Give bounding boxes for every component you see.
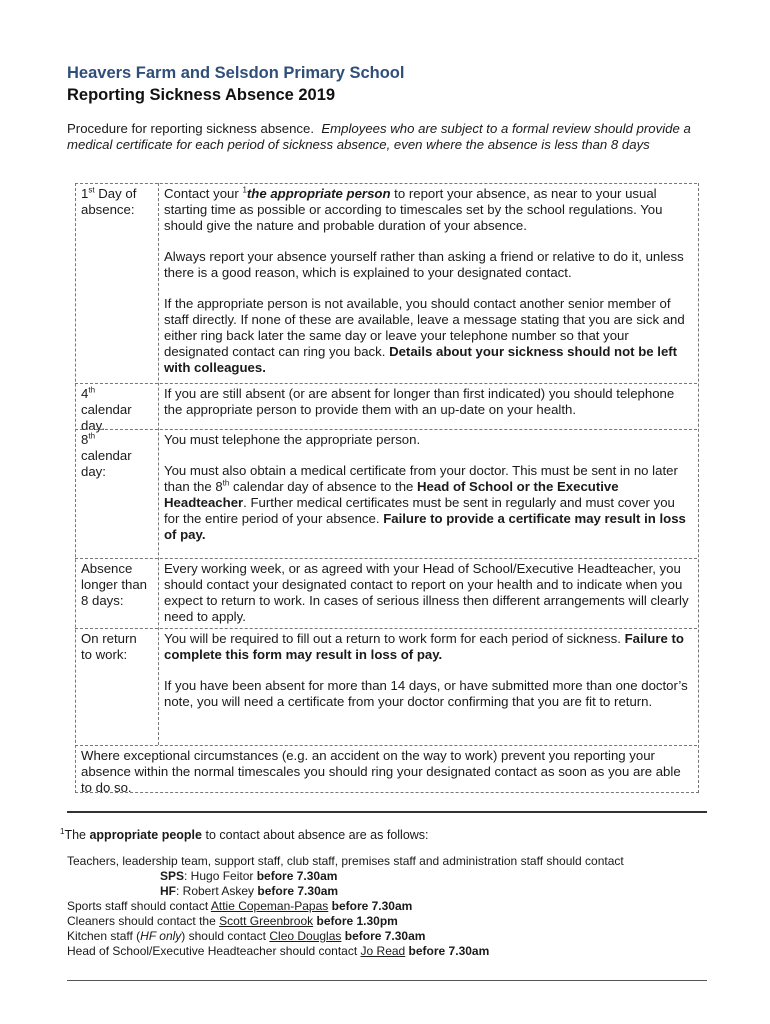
school-name: Heavers Farm and Selsdon Primary School: [67, 64, 405, 82]
return-p2: If you have been absent for more than 14 days, or have submitted more than one doctor’s note, you will need a certificate from your doctor confirming that you are fit to return.: [164, 678, 688, 709]
footnote-marker: 1: [60, 826, 65, 836]
contacts-list: [67, 854, 707, 959]
cleaners-contact-name: Scott Greenbrook: [219, 914, 314, 928]
p2-bold-failure: Failure to provide a certificate may result in loss of pay.: [164, 511, 686, 542]
row-text-eighth-day: [164, 432, 692, 543]
eighth-day-p1: You must telephone the appropriate person.: [164, 432, 421, 447]
intro-text: Procedure for reporting sickness absence.: [67, 121, 315, 136]
footnote-lead: The: [64, 828, 90, 842]
head-contact-name: Jo Read: [360, 944, 406, 958]
p1-a: Contact your: [164, 186, 243, 201]
footnote-bold: appropriate people: [89, 828, 202, 842]
row-label-longer-absence: Absence longer than 8 days:: [81, 561, 147, 608]
contact-hf: [67, 884, 707, 899]
document-title: Reporting Sickness Absence 2019: [67, 86, 336, 104]
label-number: 1: [81, 186, 89, 201]
return-p1-a: You will be required to fill out a return to work form for each period of sickness.: [164, 631, 625, 646]
bottom-divider: [67, 980, 707, 981]
kitchen-text-b: ) should contact: [181, 929, 270, 943]
contact-cleaners: [67, 914, 707, 929]
kitchen-contact-name: Cleo Douglas: [269, 929, 342, 943]
intro-italic: Employees who are subject to a formal review should provide a medical certificate for each period of sickness absence, even where the absence is less than 8 days: [67, 121, 691, 152]
p1-b: to report your absence, as near to your usual starting time as possible or according to timescales set by the school regulations. You should give the nature and probable duration of your absence.: [164, 186, 663, 233]
label-number: 4: [81, 386, 89, 401]
footnote-rest: to contact about absence are as follows:: [202, 828, 429, 842]
row-text-return-to-work: [164, 631, 692, 710]
footnote-intro: [60, 828, 429, 843]
label-sup: st: [88, 185, 95, 195]
row-label-fourth-day: [81, 386, 151, 434]
p3-a: If the appropriate person is not available, you should contact another senior member of staff directly. If none of these are available, leave a message stating that you are sick and either ring back later the same day or leave your telephone number so that your designated contact can ring you back.: [164, 296, 685, 359]
p3-bold: Details about your sickness should not be left with colleagues.: [164, 344, 678, 375]
p2-a: You must also obtain a medical certificate from your doctor. This must be sent in no later than the 8: [164, 463, 678, 494]
contact-sports: [67, 899, 707, 914]
row-text-first-day: [164, 186, 692, 376]
hf-label: HF: [160, 884, 176, 898]
table-row-longer-absence: [75, 558, 697, 629]
return-p1: [164, 631, 692, 663]
sports-text: Sports staff should contact: [67, 899, 211, 913]
first-day-p3: [164, 296, 692, 376]
p2-sup: th: [222, 478, 230, 488]
p1-emphasis: the appropriate person: [246, 186, 391, 201]
row-text-exceptional: Where exceptional circumstances (e.g. an accident on the way to work) prevent you reporting your absence within the normal timescales you should ring your designated contact as soon as you are able to do so.: [81, 748, 681, 795]
kitchen-emphasis: HF only: [140, 929, 182, 943]
row-label-eighth-day: [81, 432, 151, 480]
p2-bold-head: Head of School or the Executive Headteacher: [164, 479, 619, 510]
table-row-eighth-day: [75, 429, 697, 559]
sports-contact-name: Attie Copeman-Papas: [210, 899, 329, 913]
row-text-longer-absence: Every working week, or as agreed with your Head of School/Executive Headteacher, you should contact your designated contact to report on your health and to indicate when you expect to return to work. In cases of serious illness then different arrangements will clearly need to apply.: [164, 561, 689, 624]
head-time: before 7.30am: [405, 944, 490, 958]
first-day-p1: [164, 186, 692, 234]
row-text-fourth-day: If you are still absent (or are absent for longer than first indicated) you should telephone the appropriate person to provide them with an up-date on your health.: [164, 386, 675, 417]
label-sup: th: [88, 385, 96, 395]
p2-b: calendar day of absence to the: [229, 479, 418, 494]
return-p1-bold: Failure to complete this form may result in loss of pay.: [164, 631, 684, 662]
head-text: Head of School/Executive Headteacher should contact: [67, 944, 361, 958]
label-rest: calendar day.: [81, 402, 132, 433]
sps-label: SPS: [160, 869, 185, 883]
sports-time: before 7.30am: [328, 899, 413, 913]
kitchen-time: before 7.30am: [341, 929, 426, 943]
hf-name: : Robert Askey: [176, 884, 258, 898]
sps-name: : Hugo Feitor: [184, 869, 257, 883]
first-day-p2: Always report your absence yourself rather than asking a friend or relative to do it, unless there is a good reason, which is explained to your designated contact.: [164, 249, 684, 280]
sps-time: before 7.30am: [256, 869, 338, 883]
row-label-first-day: [81, 186, 151, 218]
contact-head: [67, 944, 707, 959]
contact-kitchen: [67, 929, 707, 944]
kitchen-text-a: Kitchen staff (: [67, 929, 141, 943]
label-rest: Day of absence:: [81, 186, 137, 217]
label-rest: calendar day:: [81, 448, 132, 479]
footnote-ref: 1: [242, 185, 247, 195]
label-number: 8: [81, 432, 89, 447]
table-row-first-day: [75, 183, 697, 384]
table-row-return-to-work: [75, 628, 697, 746]
contact-teachers: Teachers, leadership team, support staff, club staff, premises staff and administration staff should contact: [67, 854, 624, 868]
eighth-day-p2: [164, 463, 692, 543]
contact-sps: [67, 869, 707, 884]
footnote-divider: [67, 811, 707, 813]
p2-c: . Further medical certificates must be sent in regularly and must cover you for the entire period of your absence.: [164, 495, 675, 526]
table-row-exceptional: [75, 745, 697, 793]
label-sup: th: [88, 431, 96, 441]
table-row-fourth-day: [75, 383, 697, 433]
intro-paragraph: [67, 121, 692, 153]
cleaners-text: Cleaners should contact the: [67, 914, 220, 928]
cleaners-time: before 1.30pm: [313, 914, 398, 928]
row-label-return-to-work: On return to work:: [81, 631, 137, 662]
hf-time: before 7.30am: [257, 884, 339, 898]
